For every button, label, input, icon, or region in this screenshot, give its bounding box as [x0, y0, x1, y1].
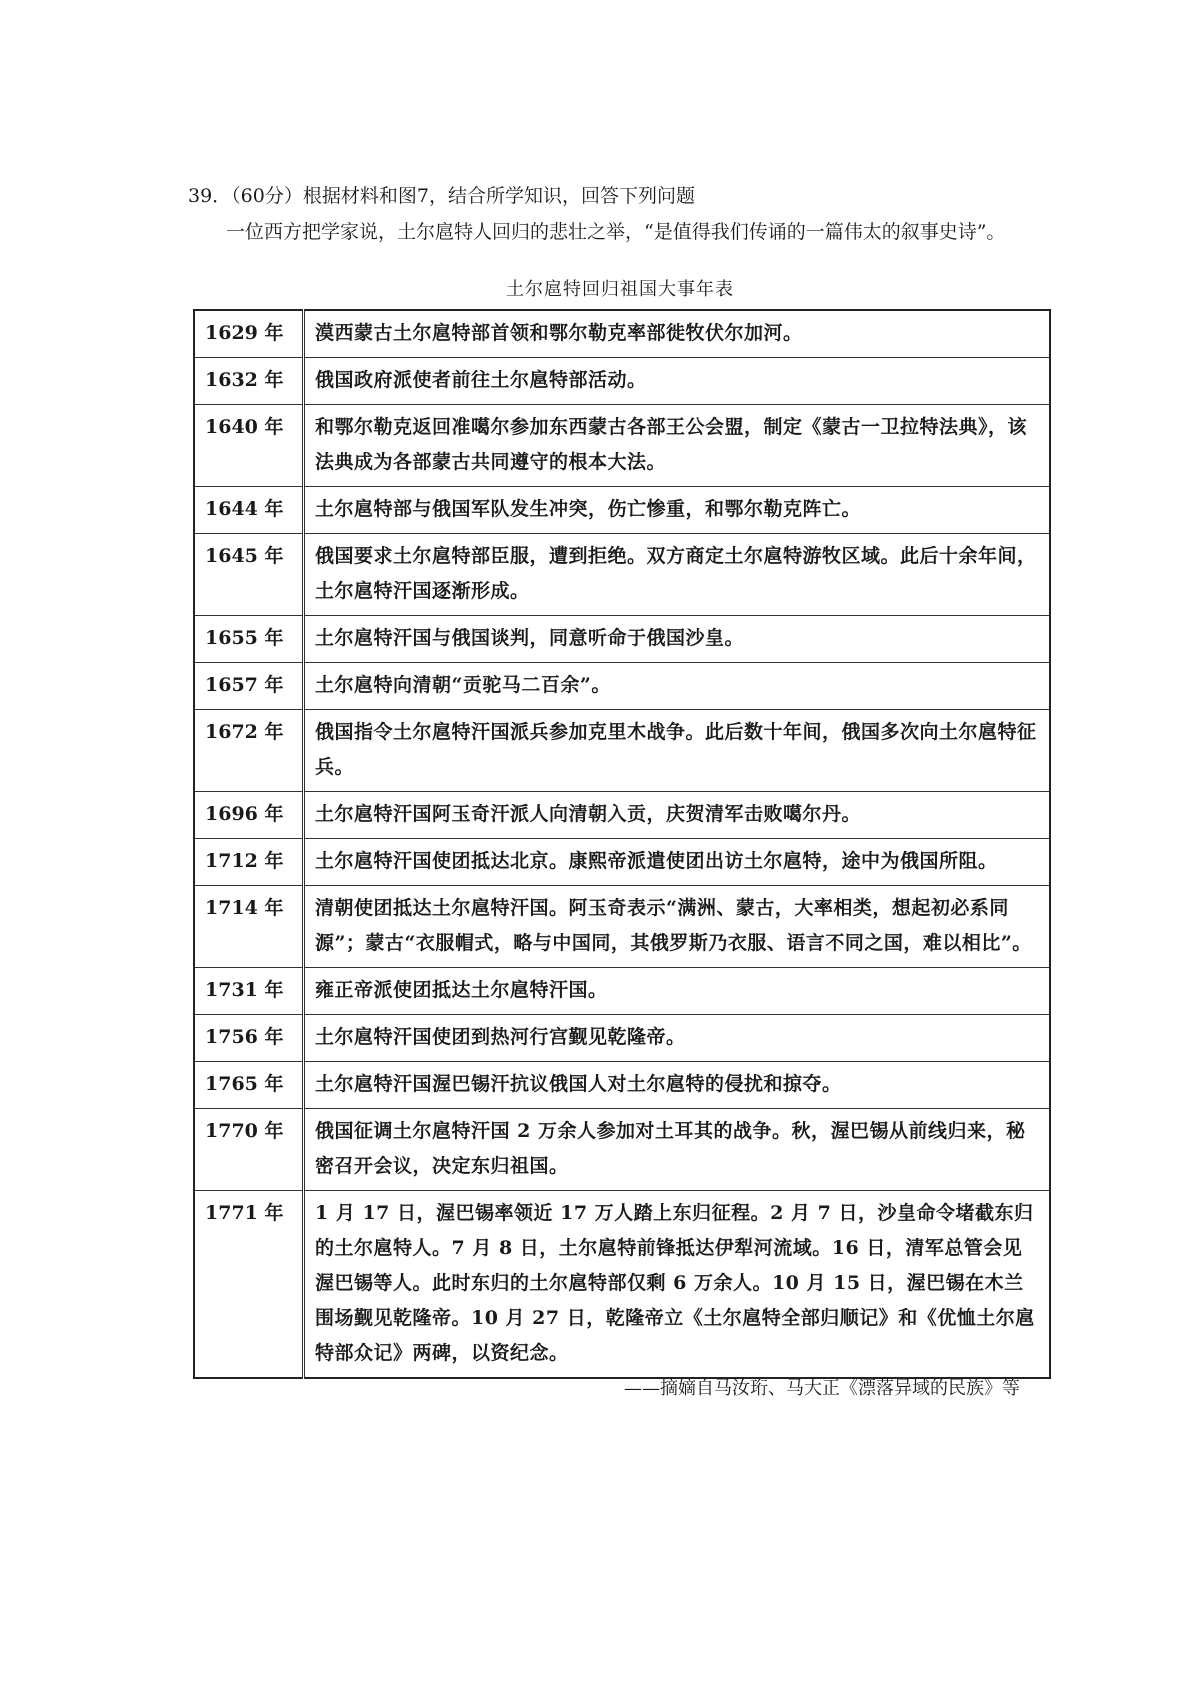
row-year: 1771 年: [194, 1191, 304, 1379]
question-header: 39．（60分）根据材料和图7，结合所学知识，回答下列问题: [188, 185, 695, 207]
row-year: 1657 年: [194, 663, 304, 710]
row-year: 1696 年: [194, 792, 304, 839]
table-row: [194, 663, 1050, 710]
row-event: 俄国指令土尔扈特汗国派兵参加克里木战争。此后数十年间，俄国多次向土尔扈特征兵。: [304, 710, 1051, 792]
row-event: 土尔扈特汗国与俄国谈判，同意听命于俄国沙皇。: [304, 616, 1051, 663]
table-row: [194, 792, 1050, 839]
row-event: 俄国政府派使者前往土尔扈特部活动。: [304, 358, 1051, 405]
table-row: [194, 616, 1050, 663]
table-row: [194, 886, 1050, 968]
table-row: [194, 1191, 1050, 1379]
row-year: 1714 年: [194, 886, 304, 968]
question-block: [188, 178, 1048, 250]
table-row: [194, 405, 1050, 487]
row-year: 1770 年: [194, 1109, 304, 1191]
row-event: 雍正帝派使团抵达土尔扈特汗国。: [304, 968, 1051, 1015]
row-event: 土尔扈特汗国渥巴锡汗抗议俄国人对土尔扈特的侵扰和掠夺。: [304, 1062, 1051, 1109]
row-event: 土尔扈特汗国阿玉奇汗派人向清朝入贡，庆贺清军击败噶尔丹。: [304, 792, 1051, 839]
row-event: 土尔扈特向清朝“贡驼马二百余”。: [304, 663, 1051, 710]
row-event: 土尔扈特汗国使团到热河行宫觐见乾隆帝。: [304, 1015, 1051, 1062]
row-event: 俄国要求土尔扈特部臣服，遭到拒绝。双方商定土尔扈特游牧区域。此后十余年间，土尔扈特汗国逐渐形成。: [304, 534, 1051, 616]
table-row: [194, 839, 1050, 886]
row-event: 和鄂尔勒克返回准噶尔参加东西蒙古各部王公会盟，制定《蒙古一卫拉特法典》，该法典成为各部蒙古共同遵守的根本大法。: [304, 405, 1051, 487]
row-event: 土尔扈特汗国使团抵达北京。康熙帝派遣使团出访土尔扈特，途中为俄国所阻。: [304, 839, 1051, 886]
row-year: 1632 年: [194, 358, 304, 405]
source-citation: ——摘嫡自马汝珩、马大正《漂落异域的民族》等: [624, 1378, 1020, 1399]
row-year: 1640 年: [194, 405, 304, 487]
row-year: 1644 年: [194, 487, 304, 534]
table-title: 土尔扈特回归祖国大事年表: [506, 279, 734, 300]
row-event: 漠西蒙古土尔扈特部首领和鄂尔勒克率部徙牧伏尔加河。: [304, 310, 1051, 358]
question-intro: 一位西方把学家说，土尔扈特人回归的悲壮之举，“是值得我们传诵的一篇伟太的叙事史诗”。: [226, 221, 1006, 243]
table-row: [194, 534, 1050, 616]
chronology-table: [193, 309, 1051, 1379]
row-event: 土尔扈特部与俄国军队发生冲突，伤亡惨重，和鄂尔勒克阵亡。: [304, 487, 1051, 534]
row-event: 俄国征调土尔扈特汗国 2 万余人参加对土耳其的战争。秋，渥巴锡从前线归来，秘密召开会议，决定东归祖国。: [304, 1109, 1051, 1191]
row-event: 清朝使团抵达土尔扈特汗国。阿玉奇表示“满洲、蒙古，大率相类，想起初必系同源”；蒙古“衣服帽式，略与中国同，其俄罗斯乃衣服、语言不同之国，难以相比”。: [304, 886, 1051, 968]
table-row: [194, 1109, 1050, 1191]
row-year: 1765 年: [194, 1062, 304, 1109]
row-event: 1 月 17 日，渥巴锡率领近 17 万人踏上东归征程。2 月 7 日，沙皇命令堵截东归的土尔扈特人。7 月 8 日，土尔扈特前锋抵达伊犁河流域。16 日，清军总管会见渥巴锡等人。此时东归的土尔扈特部仅剩 6 万余人。10 月 15 日，渥巴锡在木兰围场觐见乾隆帝。10 月 27 日，乾隆帝立《土尔扈特全部归顺记》和《优恤土尔扈特部众记》两碑，以资纪念。: [304, 1191, 1051, 1379]
row-year: 1731 年: [194, 968, 304, 1015]
table-row: [194, 358, 1050, 405]
row-year: 1756 年: [194, 1015, 304, 1062]
row-year: 1629 年: [194, 310, 304, 358]
row-year: 1672 年: [194, 710, 304, 792]
table-row: [194, 1062, 1050, 1109]
table-row: [194, 968, 1050, 1015]
table-row: [194, 710, 1050, 792]
row-year: 1712 年: [194, 839, 304, 886]
table-row: [194, 1015, 1050, 1062]
table-row: [194, 487, 1050, 534]
row-year: 1645 年: [194, 534, 304, 616]
row-year: 1655 年: [194, 616, 304, 663]
chronology-table-body: [194, 310, 1050, 1378]
table-row: [194, 310, 1050, 358]
